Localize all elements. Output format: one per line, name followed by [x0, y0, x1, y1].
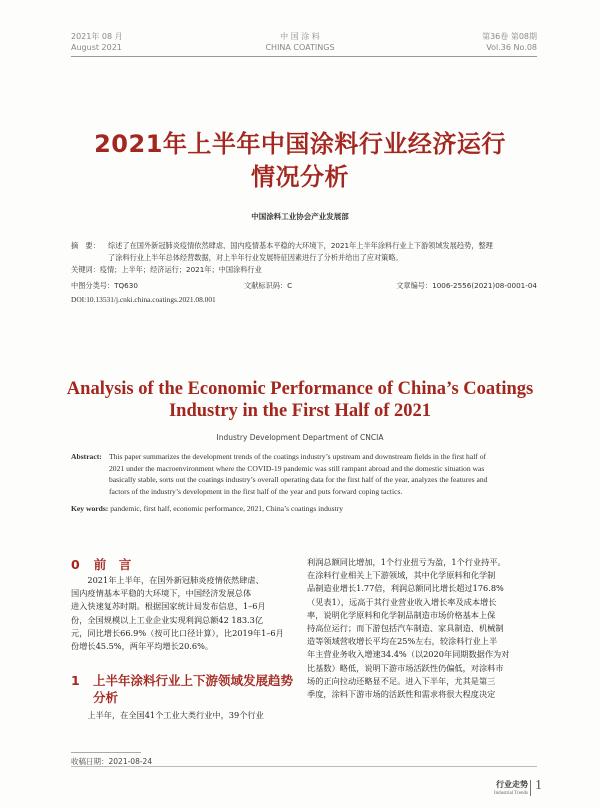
- header-rule: [71, 56, 537, 57]
- keywords-en-text: pandemic, first half, economic performance, 2021, China’s coatings industry: [110, 504, 344, 513]
- abstract-en-line3: basically stable, sorts out the coatings industry’s overall operating data for the first half of the year, analyzes the features and: [109, 475, 488, 485]
- text-line: 2021年上半年，在国外新冠肺炎疫情依然肆虐、: [71, 575, 264, 585]
- title-cn-line1: 2021年上半年中国涂料行业经济运行: [94, 130, 506, 158]
- article-title-en: [0, 378, 600, 422]
- header-volume-en: Vol.36 No.08: [486, 43, 537, 52]
- abstract-en-line1: This paper summarizes the development trends of the coatings industry’s upstream and downstream fields in the first half of: [109, 452, 487, 461]
- text-line: 场的正向拉动还略显不足。进入下半年，尤其是第三: [307, 675, 496, 686]
- title-cn-line2: 情况分析: [251, 163, 349, 191]
- running-header-volume: [482, 31, 537, 53]
- text-line: 国内疫情基本平稳的大环境下，中国经济发展总体: [71, 588, 252, 599]
- header-volume-cn: 第36卷 第08期: [482, 32, 537, 41]
- intro-paragraph: [71, 574, 301, 653]
- article-title-cn: [0, 128, 600, 194]
- text-line: 在涂料行业相关上下游领域，其中化学原料和化学制: [307, 570, 496, 581]
- abstract-cn-label: 摘 要：: [71, 241, 100, 250]
- abstract-cn: [71, 240, 541, 263]
- text-line: 造等领域营收增长平均在25%左右，较涂料行业上半: [307, 636, 498, 647]
- brand-en: Industrial Trends: [493, 791, 528, 796]
- document-code: 文献标识码：C: [244, 281, 293, 290]
- text-line: 年主营业务收入增速34.4%（以2020年同期数据作为对: [307, 649, 510, 660]
- page-number: 1: [535, 778, 542, 793]
- brand-cn: 行业走势: [496, 780, 528, 789]
- section-brand: [494, 780, 528, 797]
- text-line: 上半年，在全国41个工业大类行业中，39个行业: [71, 710, 264, 720]
- text-line: 元，同比增长66.9%（按可比口径计算），比2019年1–6月: [71, 627, 284, 638]
- footer-rule: [71, 766, 537, 767]
- section-number: 1: [71, 673, 80, 688]
- author-org-cn: 中国涂料工业协会产业发展部: [251, 212, 349, 221]
- right-column-paragraph: [307, 556, 540, 701]
- text-line: 进入快速复苏时期。根据国家统计局发布信息，1–6月: [71, 601, 266, 612]
- text-line: 份增长45.5%，两年平均增长20.6%。: [71, 641, 214, 652]
- class-number: 中图分类号：TQ630: [71, 281, 138, 290]
- text-line: 比基数）略低，说明下游市场活跃性仍偏低，对涂料市: [307, 662, 504, 673]
- title-en-line2: Industry in the First Half of 2021: [168, 401, 432, 421]
- text-line: （见表1），远高于其行业营业收入增长率及成本增长: [307, 596, 497, 607]
- header-journal-cn: 中 国 涂 料: [280, 32, 320, 41]
- title-en-line1: Analysis of the Economic Performance of China’s Coatings: [66, 379, 534, 399]
- footnote-rule: [71, 752, 141, 753]
- section-title: 前 言: [93, 557, 132, 572]
- section-title-line1: 上半年涂料行业上下游领域发展趋势: [93, 673, 294, 688]
- doi: DOI:10.13531/j.cnki.china.coatings.2021.08.001: [71, 295, 216, 304]
- text-line: 季度，涂料下游市场的活跃性和需求将很大程度决定: [307, 689, 496, 700]
- abstract-en: [71, 451, 540, 497]
- section-title-line2: 分析: [93, 690, 119, 705]
- section1-paragraph: [71, 709, 301, 722]
- author-org-en: Industry Development Department of CNCIA: [216, 433, 384, 442]
- abstract-en-line4: factors of the industry’s development in the first half of the year and puts forward coping tactics.: [109, 486, 403, 496]
- header-date-en: August 2021: [71, 43, 122, 52]
- abstract-cn-line1: 综述了在国外新冠肺炎疫情依然肆虐、国内疫情基本平稳的大环境下，2021年上半年涂料行业上下游领域发展趋势，整理: [108, 241, 493, 250]
- section-heading-0: [71, 556, 131, 573]
- abstract-cn-line2: 了涂料行业上半年总体经营数据，对上半年行业发展特征因素进行了分析并给出了应对策略。: [108, 252, 403, 262]
- abstract-en-line2: 2021 under the macroenvironment where the COVID-19 pandemic was still rampant abroad and the domestic situation was: [109, 463, 485, 473]
- abstract-en-label: Abstract:: [71, 452, 102, 461]
- text-line: 利润总额同比增加，1个行业扭亏为盈，1个行业持平。: [307, 557, 506, 567]
- keywords-en-label: Key words:: [71, 504, 109, 513]
- header-journal-en: CHINA COATINGS: [265, 43, 335, 52]
- received-date: 收稿日期：2021-08-24: [71, 757, 153, 766]
- section-number: 0: [71, 557, 80, 572]
- text-line: 品制造业增长1.77倍，利润总额同比增长超过176.8%: [307, 583, 504, 594]
- header-date-cn: 2021年 08 月: [71, 32, 123, 41]
- article-number: 文章编号：1006-2556(2021)08-0001-04: [396, 281, 537, 290]
- text-line: 持高位运行；而下游包括汽车制造、家具制造、机械制: [307, 623, 504, 634]
- text-line: 份，全国规模以上工业企业实现利润总额42 183.3亿: [71, 614, 264, 625]
- section-heading-1: [71, 672, 301, 706]
- page-number-divider: [530, 780, 531, 796]
- text-line: 率，说明化学原料和化学制品制造市场价格基本上保: [307, 609, 496, 620]
- keywords-en: [71, 504, 540, 513]
- keywords-cn: 关键词：疫情；上半年；经济运行；2021年；中国涂料行业: [71, 265, 262, 274]
